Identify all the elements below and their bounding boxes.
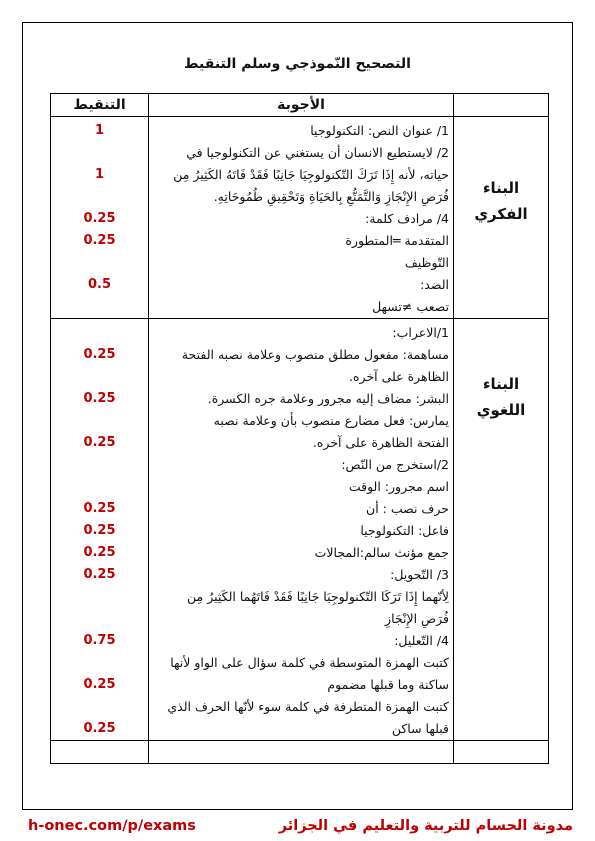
score-value [51, 410, 148, 432]
score-value: 0.25 [83, 211, 116, 226]
answer-line: تصعب ≠تسهل [372, 299, 449, 314]
answer-line: حياته، لأنه إِذَا تَرَكَ التّكنولوجِيَا جَانِبًا فَقَدْ فَاتَهُ الكَثِيرُ مِن [173, 167, 449, 182]
answer-line: التّوظيف [404, 255, 449, 270]
answer-line: كتبت الهمزة المتوسطة في كلمة سؤال على الواو لأنها [170, 655, 449, 670]
blank-cell [51, 741, 149, 764]
section1-scores [51, 117, 149, 319]
score-value: 0.25 [83, 567, 116, 582]
header-row [51, 94, 549, 117]
answer-line: فُرَصِ الإِنْجَازِ وَالتَّمَتُّعِ بِالحَيَاةِ وَتَحْقِيقِ طُمُوحَاتِهِ. [213, 189, 449, 204]
footer-url[interactable]: h-onec.com/p/exams [28, 818, 196, 834]
answer-line: فُرَصِ الإِنْجَازِ [385, 611, 449, 626]
answer-line: البشر: مضاف إليه مجرور وعلامة جره الكسرة. [207, 391, 449, 406]
answer-line: جمع مؤنث سالم:المجالات [314, 545, 449, 560]
score-value: 0.25 [83, 501, 116, 516]
score-value [51, 366, 148, 388]
section2-scores [51, 319, 149, 741]
answer-line: 2/استخرج من النّص: [341, 457, 449, 472]
answers-header: الأجوبة [149, 94, 454, 117]
blank-row [51, 741, 549, 764]
answer-line: مساهمة: مفعول مطلق منصوب وعلامة نصبه الفتحة [181, 347, 449, 362]
score-value [51, 608, 148, 630]
answer-line: 3/ التّحويل: [390, 567, 449, 582]
section1-answers [149, 117, 454, 319]
score-value: 0.25 [83, 721, 116, 736]
score-value: 1 [94, 167, 105, 182]
section-row-1 [51, 117, 549, 319]
page-title: التصحيح النّموذجي وسلم التنقيط [184, 56, 411, 72]
blank-cell [454, 741, 549, 764]
answer-line: المتقدمة ═المتطورة [345, 233, 449, 248]
answer-line: 2/ لايستطيع الانسان أن يستغني عن التكنولوجيا في [186, 145, 449, 160]
answer-table [50, 93, 549, 764]
score-value: 0.5 [87, 277, 112, 292]
answer-line: الضد: [420, 277, 449, 292]
score-value [51, 696, 148, 718]
score-value [51, 296, 148, 318]
answer-line: الظاهرة على آخره. [349, 369, 449, 384]
score-value: 0.25 [83, 523, 116, 538]
score-header: التنقيط [51, 94, 149, 117]
answer-line: فاعل: التكنولوجيا [360, 523, 449, 538]
answer-line: لِأنّهما إِذَا تَرَكَا التّكنولوجِيَا جَانِبًا فَقَدْ فَاتَهُما الكَثِيرُ مِن [187, 589, 449, 604]
answer-line: كتبت الهمزة المتطرفة في كلمة سوء لأنّها الحرف الذي [167, 699, 449, 714]
score-value [51, 652, 148, 674]
section-label-1 [454, 117, 549, 319]
score-value [51, 586, 148, 608]
answer-line: يمارس: فعل مضارع منصوب بأن وعلامة نصبه [213, 413, 449, 428]
section-row-2 [51, 319, 549, 741]
score-value [51, 476, 148, 498]
blank-cell [149, 741, 454, 764]
answer-line: ساكنة وما قبلها مضموم [327, 677, 449, 692]
answer-line: 1/الاعراب: [392, 325, 449, 340]
score-value: 0.75 [83, 633, 116, 648]
score-value [51, 454, 148, 476]
section-label-2 [454, 319, 549, 741]
section1-label-line1: البناء [482, 179, 520, 197]
section1-label-line2: الفكري [474, 205, 528, 223]
score-value [51, 322, 148, 344]
score-value: 0.25 [83, 391, 116, 406]
score-value: 0.25 [83, 677, 116, 692]
section2-answers [149, 319, 454, 741]
answer-line: حرف نصب : أن [366, 501, 449, 516]
score-value: 0.25 [83, 233, 116, 248]
section2-label-line2: اللغوي [476, 401, 526, 419]
answer-line: اسم مجرور: الوقت [348, 479, 449, 494]
answer-line: الفتحة الظاهرة على آخره. [312, 435, 449, 450]
section2-label-line1: البناء [482, 375, 520, 393]
score-value: 1 [94, 123, 105, 138]
answer-line: 4/ مرادف كلمة: [365, 211, 449, 226]
score-value: 0.25 [83, 545, 116, 560]
score-value [51, 142, 148, 164]
answer-line: قبلها ساكن [391, 721, 449, 736]
footer-blog-name: مدونة الحسام للتربية والتعليم في الجزائر [278, 818, 573, 834]
score-value: 0.25 [83, 347, 116, 362]
score-value [51, 252, 148, 274]
answer-line: 4/ التّعليل: [394, 633, 449, 648]
score-value: 0.25 [83, 435, 116, 450]
score-value [51, 186, 148, 208]
answer-line: 1/ عنوان النص: التكنولوجيا [310, 123, 449, 138]
footer [28, 818, 573, 834]
section-header [454, 94, 549, 117]
